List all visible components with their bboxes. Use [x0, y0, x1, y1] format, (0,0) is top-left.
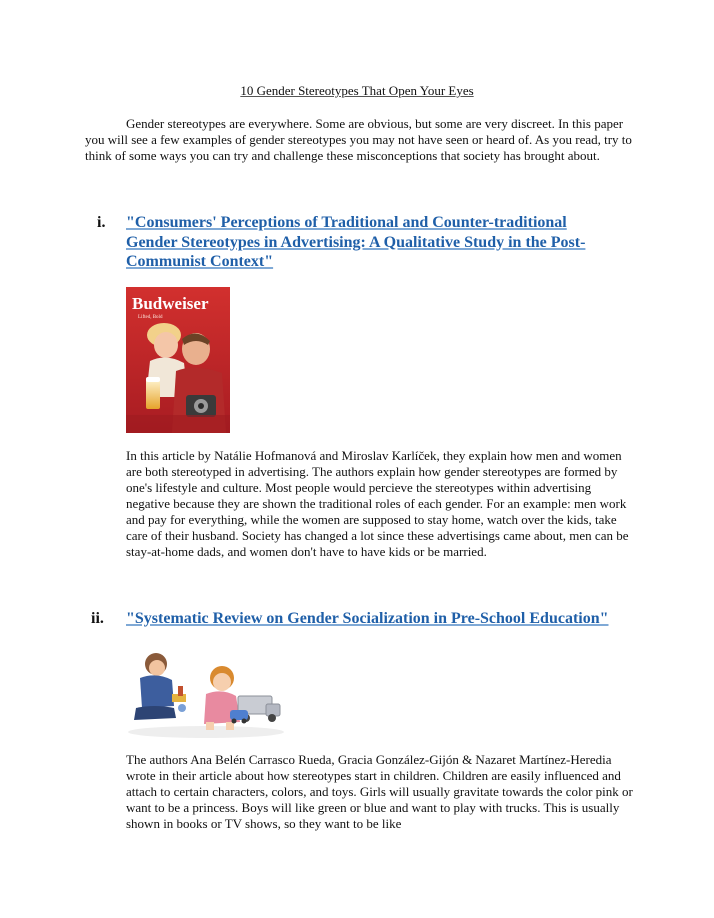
document-title-text: 10 Gender Stereotypes That Open Your Eyes — [240, 83, 474, 98]
section-1-body: In this article by Natálie Hofmanová and Miroslav Karlíček, they explain how men and women are both stereotyped in advertising. The authors explain how gender stereotypes are formed by one's lifestyle and culture. Most people would percieve the stereotypes within advertising negative because they are shown the traditional roles of each gender. For an example: men work and pay for everything, while the women are supposed to stay home, watch over the kids, take care of their husband. Society has changed a lot since these advertisings came about, men can be stay-at-home dads, and women don't have to have kids or be married. — [126, 448, 629, 559]
section-1-heading[interactable] — [126, 213, 606, 272]
budweiser-brand-text: Budweiser — [132, 294, 209, 313]
document-title — [0, 82, 714, 100]
children-playing-image — [126, 648, 286, 740]
section-2-numeral: ii. — [91, 610, 104, 627]
section-2-heading[interactable] — [126, 609, 626, 629]
section-1-numeral: i. — [97, 214, 106, 231]
section-1-heading-link[interactable]: "Consumers' Perceptions of Traditional and Counter-traditional Gender Stereotypes in Advertising: A Qualitative Study in the Post-Communist Context" — [126, 214, 586, 270]
budweiser-ad-image — [126, 287, 230, 433]
intro-paragraph: Gender stereotypes are everywhere. Some are obvious, but some are very discreet. In this paper you will see a few examples of gender stereotypes you may not have seen or heard of. As you read, try to think of some ways you can try and challenge these misconceptions that society has brought about. — [85, 116, 632, 163]
section-2-heading-link[interactable]: "Systematic Review on Gender Socialization in Pre-School Education" — [126, 610, 609, 627]
budweiser-tagline-text: Lifted, Bold — [138, 315, 163, 320]
section-2-body: The authors Ana Belén Carrasco Rueda, Gracia González-Gijón & Nazaret Martínez-Heredia wrote in their article about how stereotypes start in children. Children are easily influenced and attach to certain characters, colors, and toys. Girls will usually gravitate towards the color pink or want to be a princess. Boys will like green or blue and want to play with trucks. This is usually shown in books or TV shows, so they want to be like — [126, 752, 633, 831]
